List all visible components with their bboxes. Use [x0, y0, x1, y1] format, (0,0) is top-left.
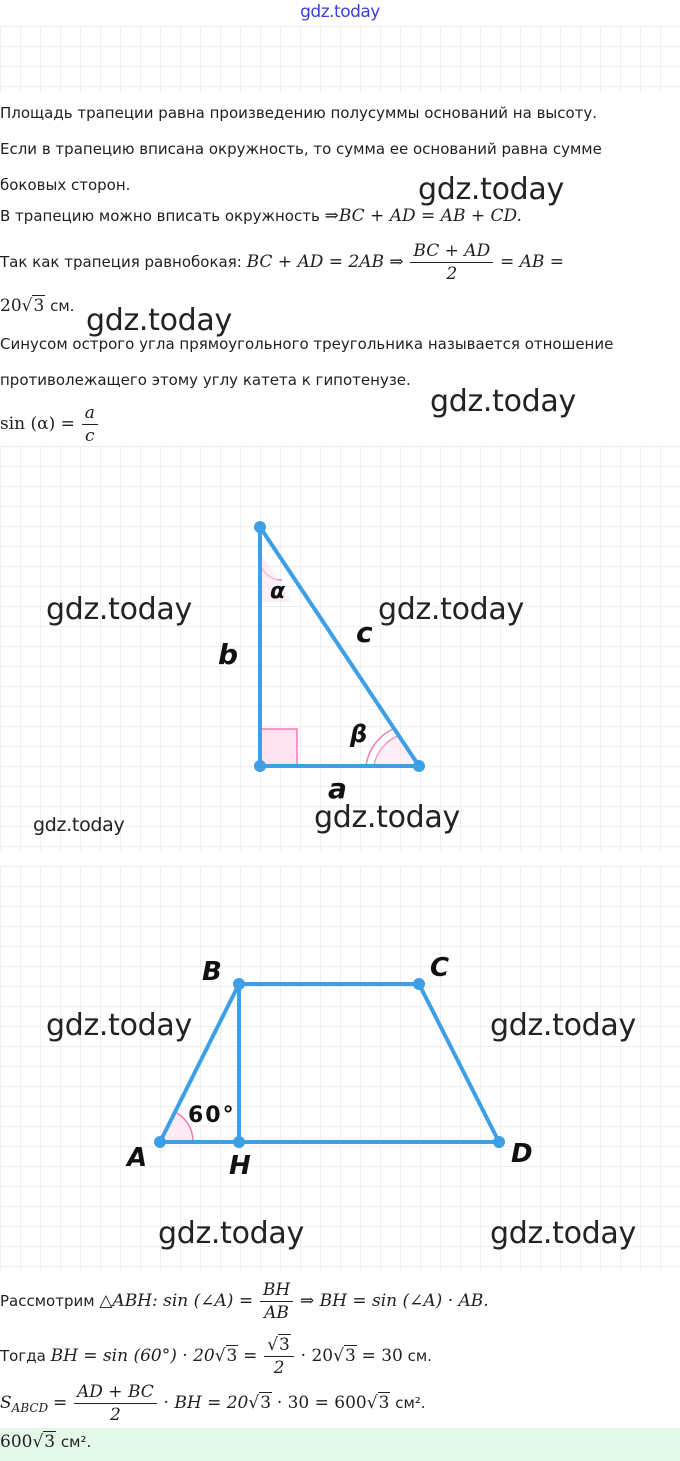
vertex-d — [493, 1136, 505, 1148]
watermark: gdz.today — [33, 814, 125, 836]
sine-fraction: $\frac{a}{c}$ — [82, 402, 98, 447]
area-fraction: $\frac{AD + BC}{2}$ — [74, 1381, 157, 1426]
consider-fraction: $\frac{BH}{AB}$ — [260, 1279, 293, 1324]
watermark: gdz.today — [86, 303, 232, 338]
right-angle-mark — [260, 729, 297, 766]
consider-triangle: Рассмотрим △ABH: sin (∠A) = $\frac{BH}{AB}$ ⇒ BH = sin (∠A) · AB. — [0, 1280, 489, 1323]
vertex-c — [413, 978, 425, 990]
label-H: H — [229, 1151, 251, 1181]
area-calculation: $S_{ABCD}$ = $\frac{AD + BC}{2}$ · BH = 20√3 · 30 = 600√3 см². — [0, 1382, 426, 1425]
watermark: gdz.today — [418, 172, 564, 207]
side-cd — [419, 984, 499, 1142]
label-angle-60: 60° — [188, 1103, 236, 1128]
watermark: gdz.today — [430, 384, 576, 419]
then-fraction: $\frac{√3}{2}$ — [264, 1334, 294, 1379]
label-beta: β — [350, 720, 368, 748]
vertex-a — [154, 1136, 166, 1148]
label-A: A — [127, 1143, 148, 1173]
label-b: b — [218, 638, 239, 671]
watermark: gdz.today — [46, 1008, 192, 1043]
area-rule: Площадь трапеции равна произведению полусуммы оснований на высоту. — [0, 104, 598, 122]
vertex-b — [233, 978, 245, 990]
trapezoid-figure — [0, 866, 680, 1270]
label-D: D — [511, 1139, 533, 1169]
then-calculation: Тогда BH = sin (60°) · 20√3 = $\frac{√3}{2}$ · 20√3 = 30 см. — [0, 1335, 432, 1378]
inscribed-statement: В трапецию можно вписать окружность ⇒BC + AD = AB + CD. — [0, 206, 522, 226]
label-B: B — [202, 957, 222, 987]
isosceles-fraction: $\frac{BC + AD}{2}$ — [410, 240, 493, 285]
watermark: gdz.today — [490, 1216, 636, 1251]
site-logo[interactable]: gdz.today — [300, 2, 380, 22]
inscribed-rule-line-1: Если в трапецию вписана окружность, то сумма ее оснований равна сумме — [0, 140, 602, 158]
vertex-top — [254, 521, 266, 533]
watermark: gdz.today — [46, 592, 192, 627]
isosceles-statement: Так как трапеция равнобокая: BC + AD = 2AB ⇒ $\frac{BC + AD}{2}$ = AB = — [0, 241, 565, 284]
label-alpha: α — [270, 579, 286, 604]
answer-value: 600√3 см². — [0, 1432, 92, 1452]
inscribed-rule-line-2: боковых сторон. — [0, 176, 131, 194]
sine-formula: sin (α) = $\frac{a}{c}$ — [0, 402, 100, 447]
vertex-h — [233, 1136, 245, 1148]
label-C: C — [430, 953, 450, 983]
answer-box — [0, 1428, 680, 1461]
label-c: c — [356, 616, 373, 649]
watermark: gdz.today — [490, 1008, 636, 1043]
sine-definition-line-1: Синусом острого угла прямоугольного треугольника называется отношение — [0, 335, 614, 353]
isosceles-value: 20√3 см. — [0, 296, 75, 316]
watermark: gdz.today — [158, 1216, 304, 1251]
label-a: a — [328, 772, 347, 805]
watermark: gdz.today — [378, 592, 524, 627]
vertex-right-angle — [254, 760, 266, 772]
watermark: gdz.today — [314, 800, 460, 835]
right-triangle-figure — [0, 446, 680, 850]
grid-strip-top — [0, 26, 680, 92]
sine-definition-line-2: противолежащего этому углу катета к гипотенузе. — [0, 371, 411, 389]
vertex-right — [413, 760, 425, 772]
